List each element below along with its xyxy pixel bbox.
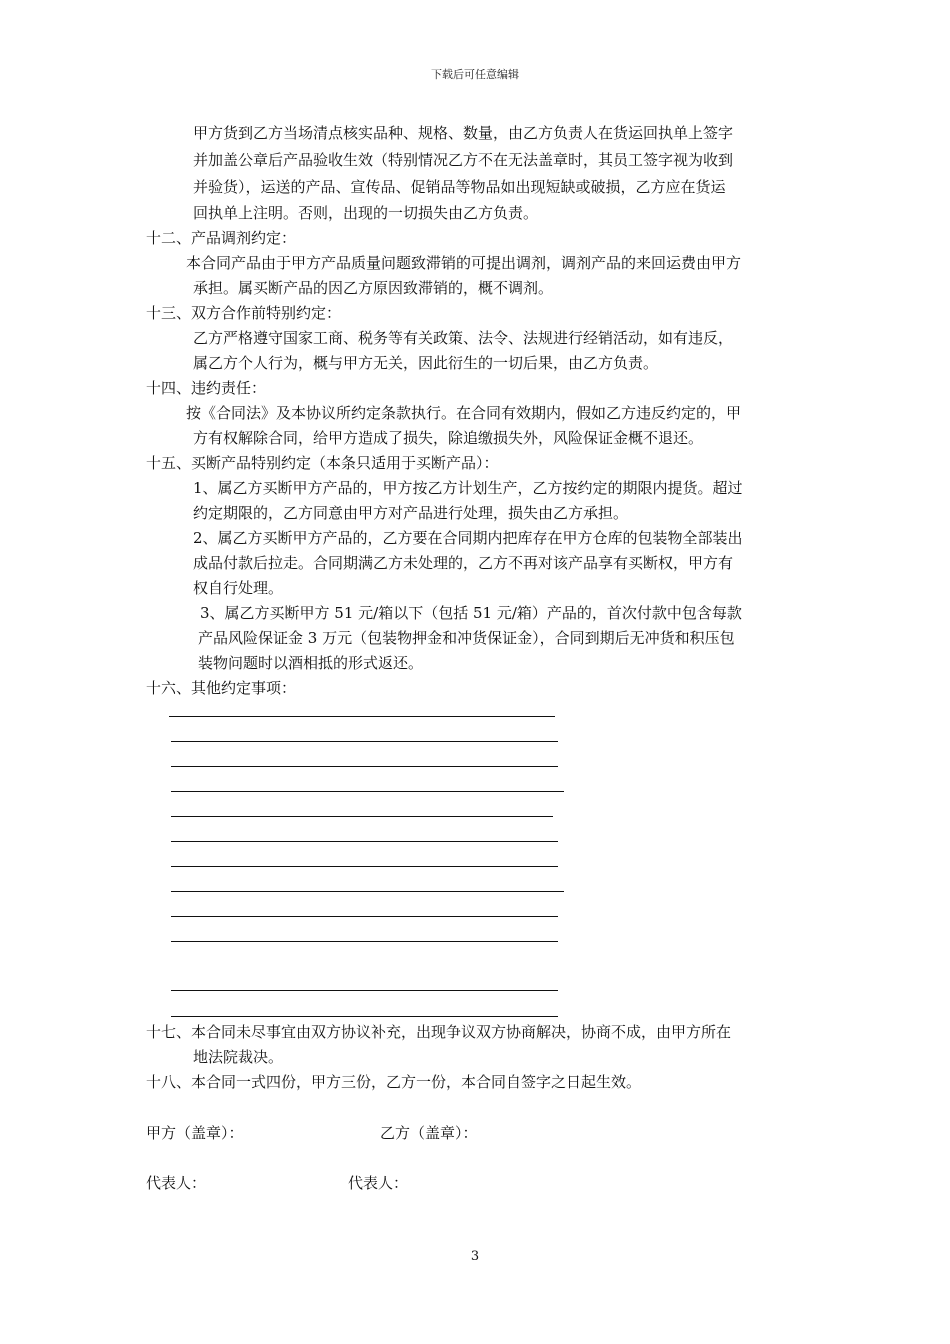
section-16-title: 十六、其他约定事项：	[146, 679, 297, 697]
intro-line-1: 甲方货到乙方当场清点核实品种、规格、数量，由乙方负责人在货运回执单上签字	[193, 124, 734, 142]
blank-line	[171, 916, 558, 917]
blank-line	[171, 816, 553, 817]
section-12-line-1: 本合同产品由于甲方产品质量问题致滞销的可提出调剂，调剂产品的来回运费由甲方	[186, 254, 742, 272]
section-17-line-1: 十七、本合同未尽事宜由双方协议补充，出现争议双方协商解决，协商不成，由甲方所在	[146, 1023, 732, 1041]
section-17-line-2: 地法院裁决。	[193, 1048, 284, 1066]
section-15-item-1-line-1: 1、属乙方买断甲方产品的，甲方按乙方计划生产，乙方按约定的期限内提货。超过	[193, 479, 743, 497]
blank-line	[171, 941, 558, 942]
blank-line	[171, 1016, 558, 1017]
intro-line-3: 并验货），运送的产品、宣传品、促销品等物品如出现短缺或破损，乙方应在货运	[193, 178, 726, 196]
section-15-item-2-line-3: 权自行处理。	[193, 579, 284, 597]
blank-line	[171, 766, 558, 767]
intro-line-4: 回执单上注明。否则，出现的一切损失由乙方负责。	[193, 204, 539, 222]
party-b-seal-label: 乙方（盖章）：	[380, 1124, 478, 1142]
section-12-title: 十二、产品调剂约定：	[146, 229, 297, 247]
section-14-line-2: 方有权解除合同，给甲方造成了损失，除追缴损失外，风险保证金概不退还。	[193, 429, 704, 447]
section-14-line-1: 按《合同法》及本协议所约定条款执行。在合同有效期内，假如乙方违反约定的，甲	[186, 404, 742, 422]
section-15-item-1-line-2: 约定期限的，乙方同意由甲方对产品进行处理，损失由乙方承担。	[193, 504, 629, 522]
section-15-item-3-line-1: 3、属乙方买断甲方 51 元/箱以下（包括 51 元/箱）产品的，首次付款中包含每款	[200, 604, 742, 622]
page-number: 3	[470, 1249, 480, 1264]
section-12-line-2: 承担。属买断产品的因乙方原因致滞销的，概不调剂。	[193, 279, 554, 297]
party-b-representative-label: 代表人：	[348, 1174, 409, 1192]
blank-line	[169, 716, 555, 717]
party-a-seal-label: 甲方（盖章）：	[146, 1124, 244, 1142]
blank-line	[171, 841, 558, 842]
section-15-item-3-line-2: 产品风险保证金 3 万元（包装物押金和冲货保证金），合同到期后无冲货和积压包	[198, 629, 735, 647]
blank-line	[171, 741, 558, 742]
section-15-item-2-line-1: 2、属乙方买断甲方产品的，乙方要在合同期内把库存在甲方仓库的包装物全部装出	[193, 529, 743, 547]
section-15-title: 十五、买断产品特别约定（本条只适用于买断产品）：	[146, 454, 499, 472]
blank-line	[171, 791, 564, 792]
section-18-line: 十八、本合同一式四份，甲方三份，乙方一份，本合同自签字之日起生效。	[146, 1073, 642, 1091]
section-15-item-2-line-2: 成品付款后拉走。合同期满乙方未处理的，乙方不再对该产品享有买断权，甲方有	[193, 554, 734, 572]
blank-line	[171, 990, 558, 991]
section-14-title: 十四、违约责任：	[146, 379, 267, 397]
section-13-line-2: 属乙方个人行为，概与甲方无关，因此衍生的一切后果，由乙方负责。	[193, 354, 659, 372]
section-13-title: 十三、双方合作前特别约定：	[146, 304, 342, 322]
section-15-item-3-line-3: 装物问题时以酒相抵的形式返还。	[198, 654, 424, 672]
section-13-line-1: 乙方严格遵守国家工商、税务等有关政策、法令、法规进行经销活动，如有违反，	[193, 329, 734, 347]
blank-line	[171, 891, 564, 892]
party-a-representative-label: 代表人：	[146, 1174, 207, 1192]
intro-line-2: 并加盖公章后产品验收生效（特别情况乙方不在无法盖章时，其员工签字视为收到	[193, 151, 734, 169]
page-header: 下载后可任意编辑	[431, 68, 519, 81]
blank-line	[171, 866, 558, 867]
